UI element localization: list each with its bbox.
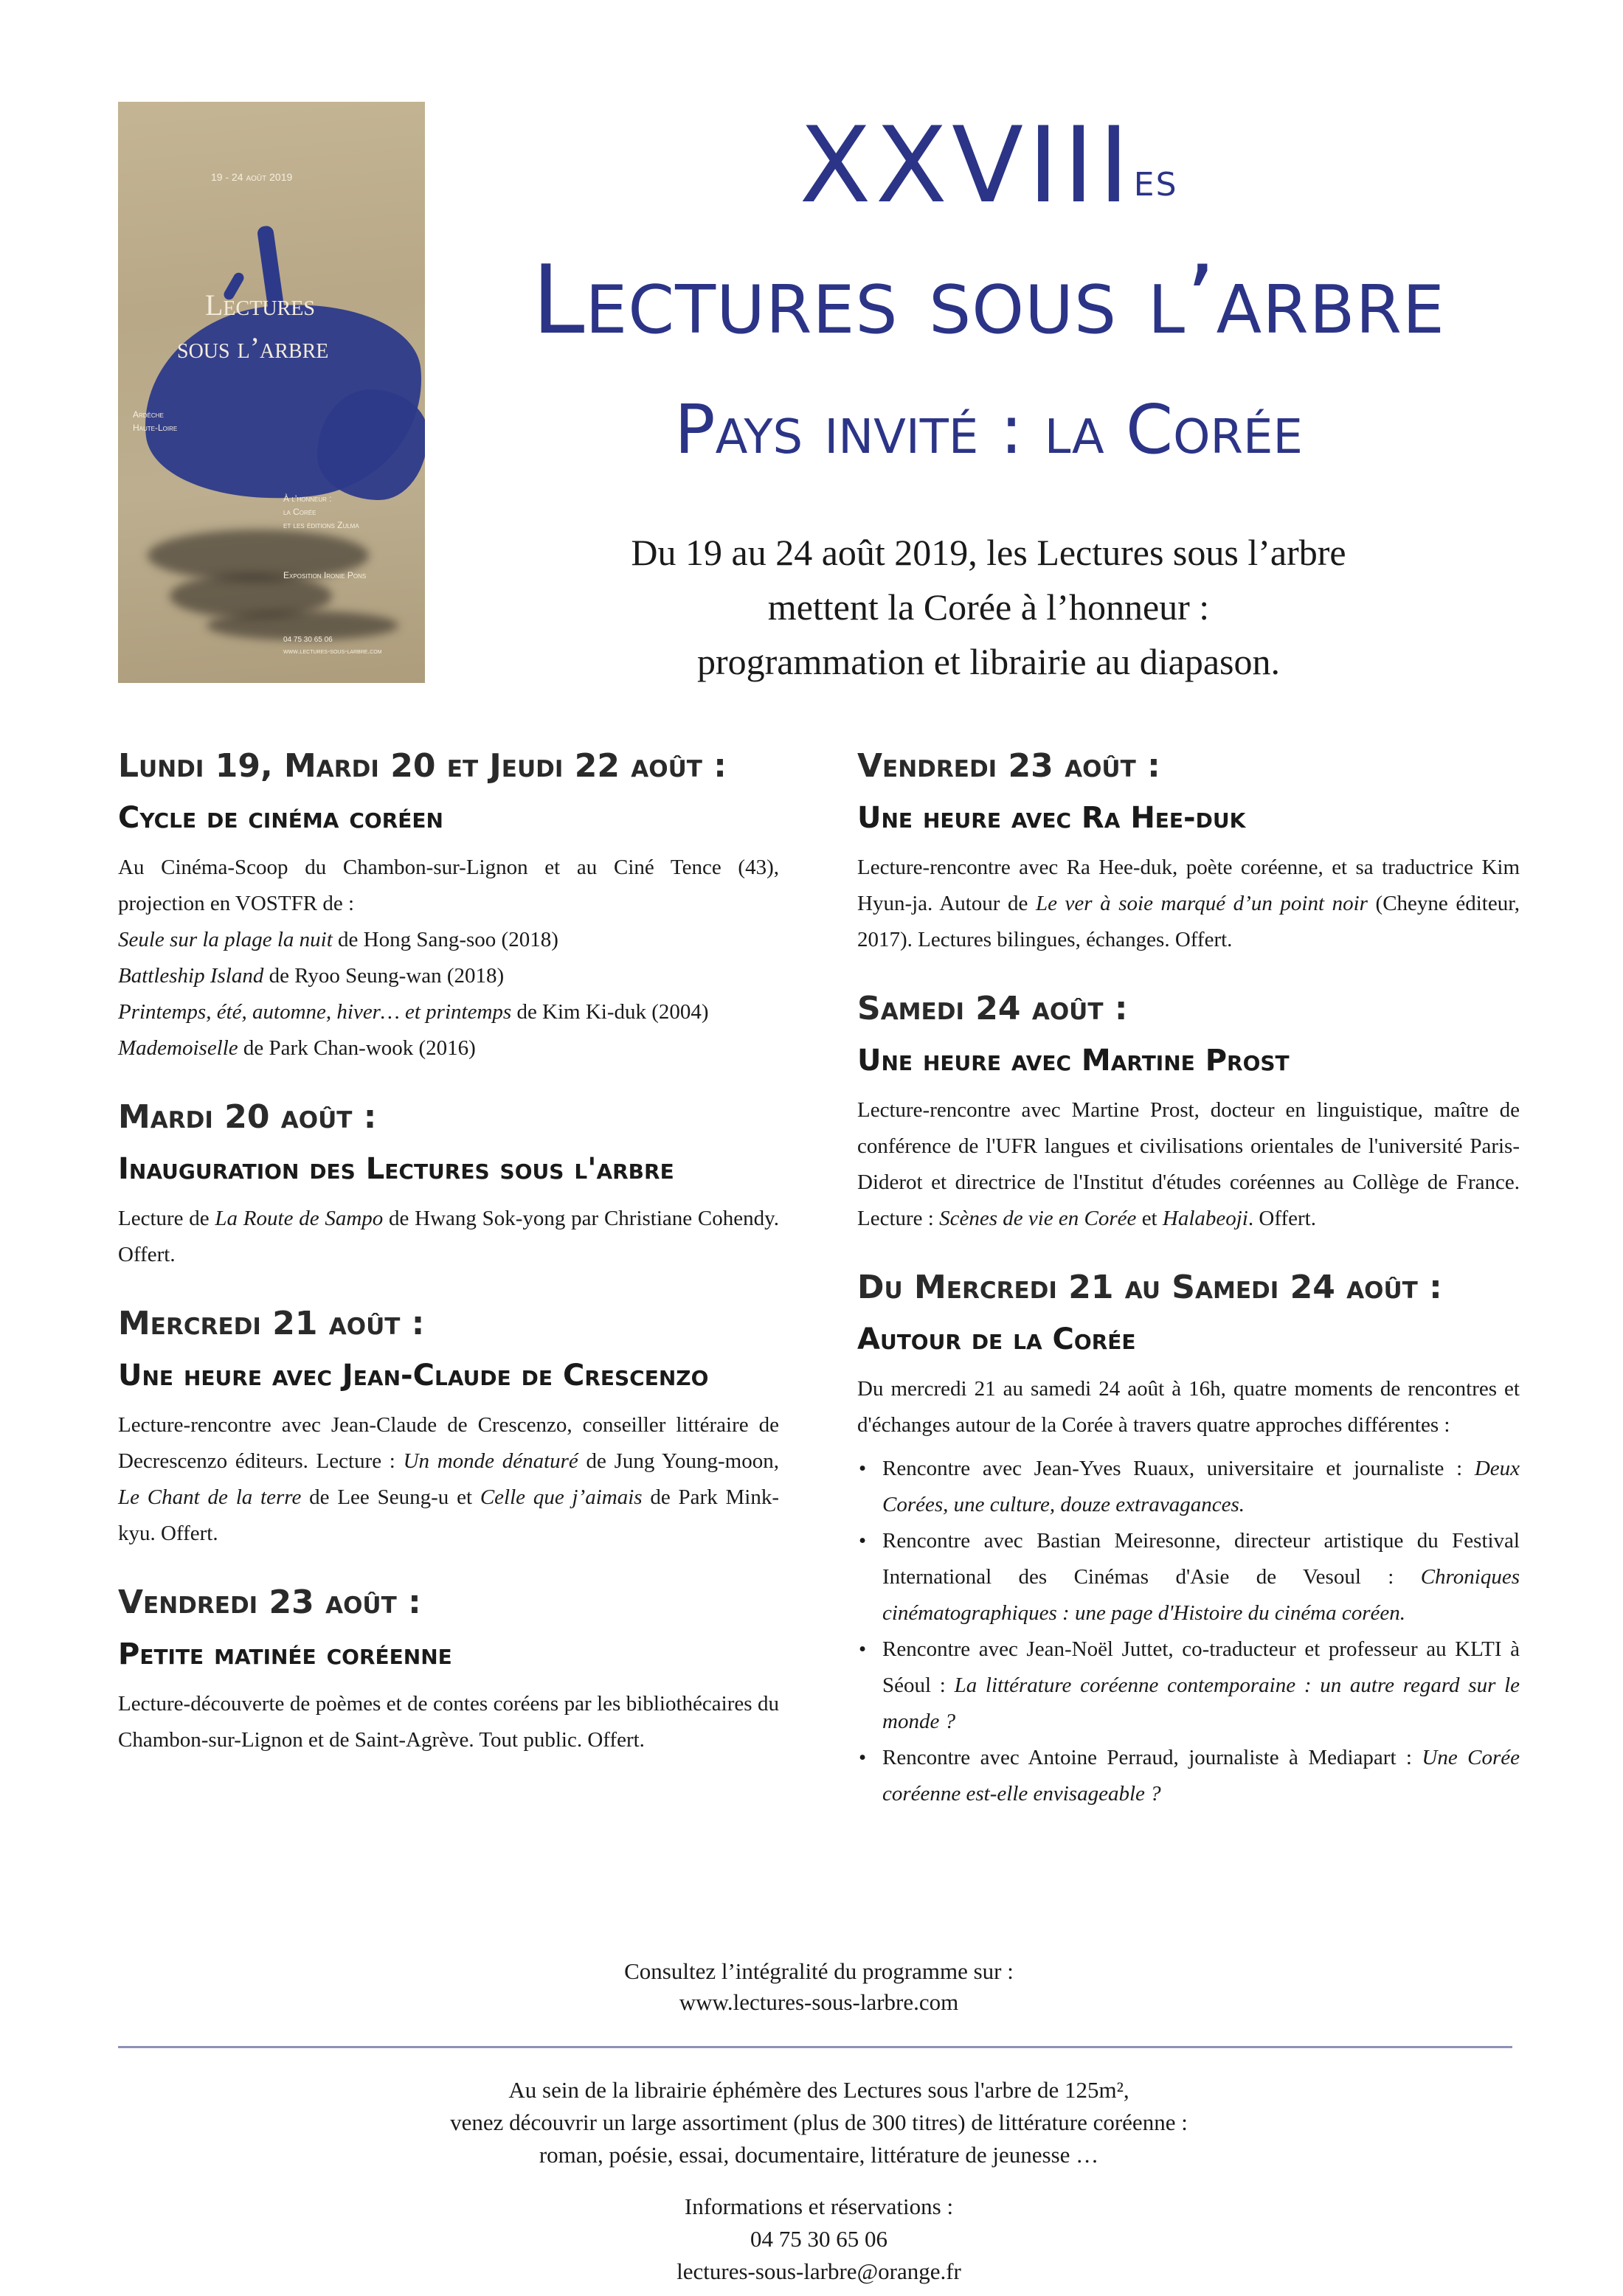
consult-label: Consultez l’intégralité du programme sur :: [624, 1958, 1014, 1984]
bookshop-line: venez découvrir un large assortiment (plus de 300 titres) de littérature coréenne :: [450, 2109, 1188, 2135]
event-crescenzo: [118, 1301, 779, 1552]
poster-region-line1: Ardèche: [133, 409, 164, 420]
poster-footer-line2: www.lectures-sous-larbre.com: [283, 648, 382, 656]
meeting-item: • Rencontre avec Antoine Perraud, journaliste à Mediapart : Une Corée coréenne est-elle envisageable ?: [857, 1740, 1520, 1812]
event-martine-prost: [857, 986, 1520, 1237]
bookshop-info: [118, 2074, 1520, 2288]
film-item: Seule sur la plage la nuit de Hong Sang-soo (2018): [118, 928, 558, 951]
event-description: Lecture-rencontre avec Jean-Claude de Crescenzo, conseiller littéraire de Decrescenzo éditeurs. Lecture : Un monde dénaturé de Jung Young-moon, Le Chant de la terre de Lee Seung-u et Celle que j’aimais de Park Mink-kyu. Offert.: [118, 1413, 780, 1545]
festival-title: Lectures sous l’arbre: [532, 246, 1445, 356]
event-film-cycle: [118, 743, 779, 1067]
meeting-item: • Rencontre avec Jean-Noël Juttet, co-traducteur et professeur au KLTI à Séoul : La littérature coréenne contemporaine : un autre regard sur le monde ?: [857, 1631, 1520, 1740]
phone-number[interactable]: 04 75 30 65 06: [750, 2226, 887, 2252]
film-item: Printemps, été, automne, hiver… et printemps de Kim Ki-duk (2004): [118, 1000, 709, 1024]
event-title: Une heure avec Jean-Claude de Crescenzo: [118, 1359, 709, 1392]
poster-expo: Exposition Ironie Pons: [283, 570, 367, 580]
guest-country-subtitle: Pays invité : la Corée: [674, 390, 1303, 469]
meeting-item: • Rencontre avec Jean-Yves Ruaux, universitaire et journaliste : Deux Corées, une culture, douze extravagances.: [857, 1451, 1520, 1523]
event-title: Cycle de cinéma coréen: [118, 801, 443, 835]
event-date: Vendredi 23 août :: [118, 1584, 421, 1621]
poster-footer-line1: 04 75 30 65 06: [283, 636, 333, 644]
info-label: Informations et réservations :: [684, 2193, 954, 2219]
event-date: Vendredi 23 août :: [857, 747, 1160, 785]
event-date: Samedi 24 août :: [857, 990, 1128, 1027]
bookshop-line: roman, poésie, essai, documentaire, littérature de jeunesse …: [539, 2142, 1099, 2168]
event-description: Lecture-découverte de poèmes et de contes coréens par les bibliothécaires du Chambon-sur-Lignon et de Saint-Agrève. Tout public. Offert.: [118, 1692, 779, 1752]
film-item: Mademoiselle de Park Chan-wook (2016): [118, 1036, 476, 1060]
poster-honor-line3: et les éditions Zulma: [283, 520, 359, 530]
bookshop-line: Au sein de la librairie éphémère des Lectures sous l'arbre de 125m²,: [508, 2077, 1129, 2103]
event-title: Inauguration des Lectures sous l'arbre: [118, 1152, 674, 1186]
event-description: Du mercredi 21 au samedi 24 août à 16h, quatre moments de rencontres et d'échanges autour de la Corée à travers quatre approches différentes :: [857, 1377, 1520, 1437]
intro-text: Du 19 au 24 août 2019, les Lectures sous l’arbre mettent la Corée à l’honneur : programmation et librairie au diapason.: [631, 532, 1346, 682]
event-title: Une heure avec Martine Prost: [857, 1044, 1290, 1078]
event-date: Mardi 20 août :: [118, 1098, 377, 1136]
poster-honor-line1: À l’honneur :: [283, 493, 332, 504]
event-description: Lecture-rencontre avec Martine Prost, docteur en linguistique, maître de conférence de l'UFR langues et civilisations orientales de l'université Paris-Diderot et directrice de l'Institut d'études coréennes au Collège de France. Lecture : Scènes de vie en Corée et Halabeoji. Offert.: [857, 1098, 1520, 1230]
event-korean-morning: [118, 1580, 779, 1758]
footer-divider: [118, 2046, 1512, 2048]
event-around-korea: [857, 1265, 1520, 1812]
program-right-column: [857, 743, 1520, 1812]
website-link[interactable]: www.lectures-sous-larbre.com: [679, 1989, 959, 2015]
program-left-column: [118, 743, 779, 1758]
poster-region-line2: Haute-Loire: [133, 423, 178, 433]
meeting-list: [857, 1451, 1520, 1812]
edition-numeral: $XXVIII^{ES}$: [799, 105, 1178, 226]
event-title: Petite matinée coréenne: [118, 1637, 452, 1671]
email-link[interactable]: lectures-sous-larbre@orange.fr: [676, 2258, 961, 2284]
film-list: [118, 922, 779, 1067]
edition-suffix: ES: [1133, 166, 1178, 204]
event-inauguration: [118, 1095, 779, 1273]
event-date: Mercredi 21 août :: [118, 1305, 425, 1342]
event-description: Lecture-rencontre avec Ra Hee-duk, poète coréenne, et sa traductrice Kim Hyun-ja. Autour de Le ver à soie marqué d’un point noir (Cheyne éditeur, 2017). Lectures bilingues, échanges. Offert.: [857, 856, 1520, 951]
event-description: Lecture de La Route de Sampo de Hwang Sok-yong par Christiane Cohendy. Offert.: [118, 1207, 779, 1266]
event-ra-hee-duk: [857, 743, 1520, 958]
poster-title-line1: Lectures: [205, 288, 315, 322]
event-date: Lundi 19, Mardi 20 et Jeudi 22 août :: [118, 747, 727, 785]
event-description: Au Cinéma-Scoop du Chambon-sur-Lignon et au Ciné Tence (43), projection en VOSTFR de :: [118, 856, 779, 915]
event-title: Une heure avec Ra Hee-duk: [857, 801, 1246, 835]
event-date: Du Mercredi 21 au Samedi 24 août :: [857, 1269, 1442, 1306]
poster-honor-line2: la Corée: [283, 507, 316, 517]
program-link-block: [118, 1956, 1520, 2018]
poster-title-line2: sous l’arbre: [177, 331, 329, 364]
festival-poster-image: [118, 102, 425, 683]
event-title: Autour de la Corée: [857, 1322, 1136, 1356]
poster-date: 19 - 24 août 2019: [211, 171, 293, 183]
meeting-item: • Rencontre avec Bastian Meiresonne, directeur artistique du Festival International des Cinémas d'Asie de Vesoul : Chroniques cinématographiques : une page d'Histoire du cinéma coréen.: [857, 1523, 1520, 1631]
film-item: Battleship Island de Ryoo Seung-wan (2018): [118, 964, 505, 988]
